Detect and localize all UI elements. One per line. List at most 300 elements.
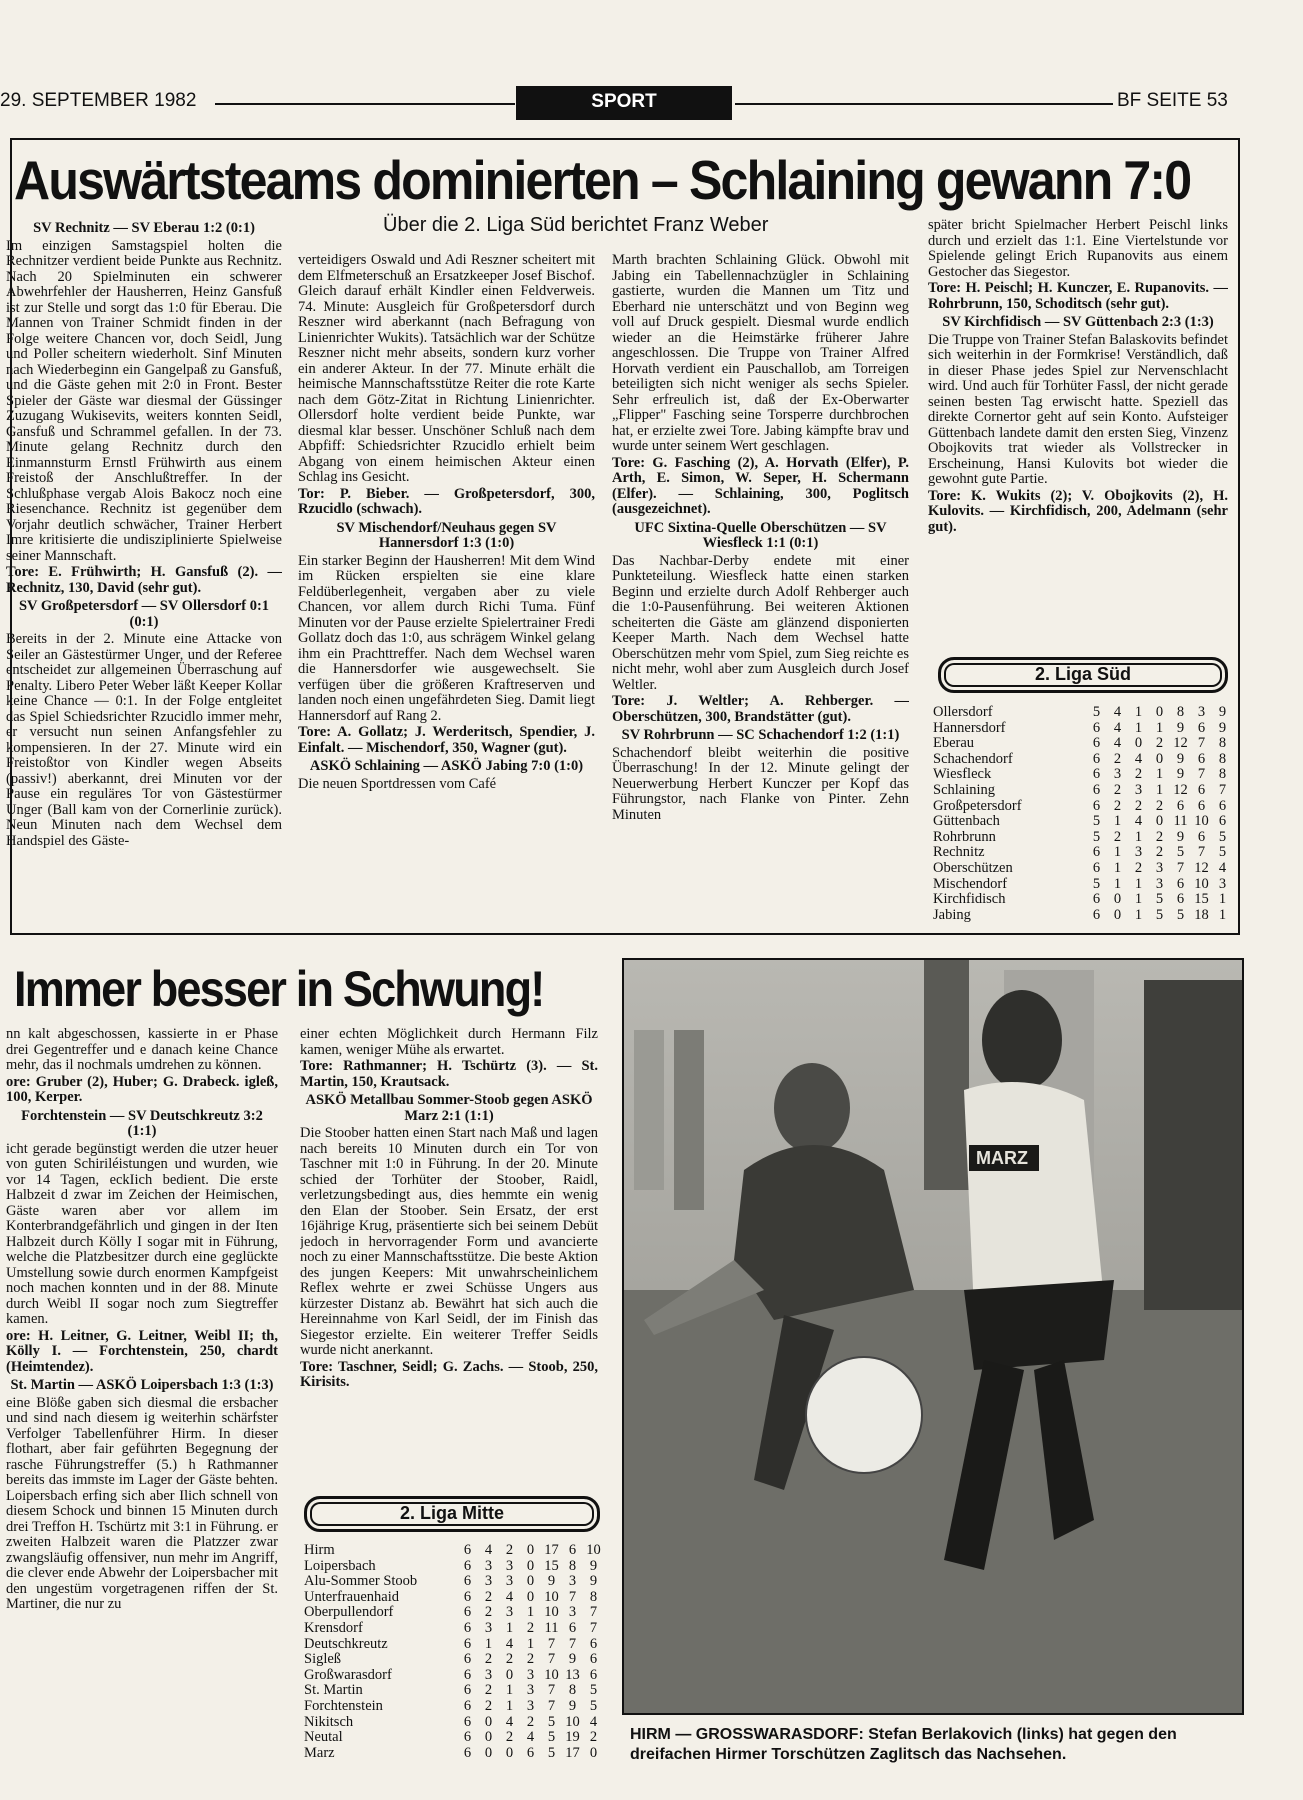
table-value: 6 bbox=[463, 1573, 472, 1590]
table-value: 8 bbox=[1218, 750, 1227, 767]
match-scorers: Tore: E. Frühwirth; H. Gansfuß (2). — Rechnitz, 130, David (sehr gut). bbox=[6, 564, 282, 596]
team-name: Alu-Sommer Stoob bbox=[304, 1573, 418, 1590]
table-value: 9 bbox=[589, 1557, 598, 1574]
table-row bbox=[933, 908, 1233, 924]
team-name: Marz bbox=[304, 1744, 335, 1761]
table-value: 2 bbox=[1155, 797, 1164, 814]
table-value: 1 bbox=[1134, 828, 1143, 845]
table-value: 4 bbox=[505, 1588, 514, 1605]
table-value: 3 bbox=[505, 1604, 514, 1621]
team-name: Forchtenstein bbox=[304, 1697, 383, 1714]
table-row bbox=[933, 721, 1233, 737]
table-value: 2 bbox=[505, 1651, 514, 1668]
article2-column-2 bbox=[300, 1027, 598, 1472]
table-value: 6 bbox=[463, 1713, 472, 1730]
table-value: 0 bbox=[484, 1744, 493, 1761]
table-row bbox=[933, 830, 1233, 846]
table-value: 6 bbox=[463, 1619, 472, 1636]
table-value: 6 bbox=[1176, 797, 1185, 814]
table-value: 3 bbox=[1113, 766, 1122, 783]
table-value: 7 bbox=[1197, 735, 1206, 752]
table-value: 10 bbox=[586, 1542, 601, 1558]
table-value: 1 bbox=[1134, 906, 1143, 923]
table-row bbox=[304, 1668, 604, 1684]
table-value: 9 bbox=[1218, 704, 1227, 720]
team-name: Loipersbach bbox=[304, 1557, 376, 1574]
table-value: 1 bbox=[1134, 719, 1143, 736]
table-value: 5 bbox=[1176, 844, 1185, 861]
table-value: 2 bbox=[1134, 766, 1143, 783]
table-value: 8 bbox=[1218, 735, 1227, 752]
table-row bbox=[933, 752, 1233, 768]
table-value: 4 bbox=[1113, 719, 1122, 736]
table-value: 6 bbox=[1197, 781, 1206, 798]
table-value: 2 bbox=[484, 1604, 493, 1621]
table-value: 6 bbox=[463, 1542, 472, 1558]
table-value: 1 bbox=[1113, 875, 1122, 892]
table-value: 2 bbox=[505, 1542, 514, 1558]
table-sued bbox=[933, 705, 1233, 923]
table-mitte bbox=[304, 1543, 604, 1761]
table-value: 1 bbox=[1113, 813, 1122, 830]
table-value: 2 bbox=[526, 1651, 535, 1668]
table-row bbox=[933, 892, 1233, 908]
match-heading: SV Großpetersdorf — SV Ollersdorf 0:1 (0:1) bbox=[18, 598, 270, 630]
table-value: 11 bbox=[544, 1619, 559, 1636]
table-value: 4 bbox=[505, 1713, 514, 1730]
table-value: 2 bbox=[1113, 797, 1122, 814]
table-value: 5 bbox=[1092, 875, 1101, 892]
table-value: 4 bbox=[1113, 704, 1122, 720]
table-value: 5 bbox=[1155, 906, 1164, 923]
table-value: 3 bbox=[526, 1666, 535, 1683]
article1-headline: Auswärtsteams dominierten – Schlaining gewann 7:0 bbox=[14, 149, 1191, 211]
table-value: 3 bbox=[484, 1557, 493, 1574]
table-value: 6 bbox=[463, 1635, 472, 1652]
table-row bbox=[304, 1605, 604, 1621]
table-value: 6 bbox=[1092, 844, 1101, 861]
team-name: Kirchfidisch bbox=[933, 891, 1006, 908]
table-value: 1 bbox=[1134, 704, 1143, 720]
table-value: 0 bbox=[505, 1666, 514, 1683]
team-name: Jabing bbox=[933, 906, 971, 923]
table-value: 2 bbox=[1155, 844, 1164, 861]
table-value: 2 bbox=[505, 1729, 514, 1746]
table-row bbox=[304, 1699, 604, 1715]
match-heading: UFC Sixtina-Quelle Oberschützen — SV Wiesfleck 1:1 (0:1) bbox=[634, 519, 887, 551]
table-value: 7 bbox=[1218, 781, 1227, 798]
photo-caption: HIRM — GROSSWARASDORF: Stefan Berlakovich (links) hat gegen den dreifachen Hirmer Torschützen Zaglitsch das Nachsehen. bbox=[630, 1726, 1177, 1763]
team-name: Großwarasdorf bbox=[304, 1666, 392, 1683]
table-value: 15 bbox=[544, 1557, 559, 1574]
jersey-text: MARZ bbox=[976, 1148, 1028, 1168]
team-name: Oberschützen bbox=[933, 859, 1013, 876]
table-value: 5 bbox=[1092, 704, 1101, 720]
table-value: 6 bbox=[1092, 797, 1101, 814]
table-value: 4 bbox=[505, 1635, 514, 1652]
table-value: 6 bbox=[1092, 719, 1101, 736]
table-value: 8 bbox=[568, 1682, 577, 1699]
table-value: 1 bbox=[1155, 766, 1164, 783]
table-value: 0 bbox=[505, 1744, 514, 1761]
table-row bbox=[304, 1574, 604, 1590]
table-value: 6 bbox=[568, 1619, 577, 1636]
table-value: 3 bbox=[1197, 704, 1206, 720]
table-value: 3 bbox=[1134, 781, 1143, 798]
table-value: 13 bbox=[565, 1666, 580, 1683]
match-photo bbox=[622, 958, 1244, 1715]
table-value: 5 bbox=[547, 1713, 556, 1730]
table-value: 6 bbox=[463, 1697, 472, 1714]
table-value: 6 bbox=[463, 1729, 472, 1746]
table-value: 15 bbox=[1194, 891, 1209, 908]
team-name: Schachendorf bbox=[933, 750, 1013, 767]
table-value: 5 bbox=[1092, 813, 1101, 830]
team-name: Hannersdorf bbox=[933, 719, 1006, 736]
match-scorers: Tore: K. Wukits (2); V. Obojkovits (2), H. Kulovits. — Kirchfidisch, 200, Adelmann (sehr gut). bbox=[928, 487, 1228, 535]
table-row bbox=[304, 1730, 604, 1746]
table-value: 0 bbox=[526, 1588, 535, 1605]
table-value: 3 bbox=[484, 1573, 493, 1590]
article2-headline: Immer besser in Schwung! bbox=[14, 961, 544, 1017]
team-name: St. Martin bbox=[304, 1682, 363, 1699]
table-value: 19 bbox=[565, 1729, 580, 1746]
table-value: 7 bbox=[547, 1635, 556, 1652]
table-value: 7 bbox=[547, 1682, 556, 1699]
team-name: Wiesfleck bbox=[933, 766, 992, 783]
table-row bbox=[933, 783, 1233, 799]
table-value: 17 bbox=[565, 1744, 580, 1761]
table-value: 6 bbox=[463, 1744, 472, 1761]
table-value: 11 bbox=[1173, 813, 1188, 830]
table-value: 6 bbox=[1197, 719, 1206, 736]
table-value: 6 bbox=[1092, 766, 1101, 783]
table-value: 6 bbox=[1218, 813, 1227, 830]
table-value: 4 bbox=[526, 1729, 535, 1746]
team-name: Güttenbach bbox=[933, 813, 1000, 830]
table-value: 1 bbox=[484, 1635, 493, 1652]
table-value: 0 bbox=[1155, 750, 1164, 767]
table-mitte-title: 2. Liga Mitte bbox=[304, 1496, 600, 1532]
team-name: Neutal bbox=[304, 1729, 343, 1746]
table-value: 10 bbox=[544, 1588, 559, 1605]
table-value: 10 bbox=[1194, 875, 1209, 892]
table-value: 6 bbox=[526, 1744, 535, 1761]
table-value: 5 bbox=[547, 1729, 556, 1746]
table-value: 12 bbox=[1173, 781, 1188, 798]
match-scorers: Tore: H. Peischl; H. Kunczer, E. Rupanovits. — Rohrbrunn, 150, Schoditsch (sehr gut). bbox=[928, 280, 1228, 312]
table-value: 3 bbox=[1134, 844, 1143, 861]
table-value: 6 bbox=[1197, 750, 1206, 767]
table-value: 10 bbox=[565, 1713, 580, 1730]
table-value: 6 bbox=[463, 1588, 472, 1605]
table-value: 3 bbox=[526, 1697, 535, 1714]
table-value: 1 bbox=[526, 1604, 535, 1621]
table-value: 2 bbox=[526, 1619, 535, 1636]
table-value: 6 bbox=[1092, 750, 1101, 767]
table-row bbox=[304, 1590, 604, 1606]
table-value: 7 bbox=[568, 1588, 577, 1605]
table-value: 1 bbox=[505, 1619, 514, 1636]
table-value: 2 bbox=[1134, 859, 1143, 876]
table-value: 10 bbox=[1194, 813, 1209, 830]
table-value: 6 bbox=[589, 1666, 598, 1683]
table-row bbox=[933, 767, 1233, 783]
table-value: 17 bbox=[544, 1542, 559, 1558]
table-row bbox=[304, 1637, 604, 1653]
table-value: 6 bbox=[1218, 797, 1227, 814]
table-value: 3 bbox=[505, 1573, 514, 1590]
match-heading: SV Kirchfidisch — SV Güttenbach 2:3 (1:3) bbox=[942, 314, 1214, 330]
table-value: 9 bbox=[1176, 719, 1185, 736]
table-value: 9 bbox=[547, 1573, 556, 1590]
table-row bbox=[304, 1715, 604, 1731]
table-value: 9 bbox=[568, 1651, 577, 1668]
table-value: 0 bbox=[484, 1713, 493, 1730]
table-row bbox=[304, 1621, 604, 1637]
table-value: 6 bbox=[463, 1666, 472, 1683]
table-value: 1 bbox=[1218, 891, 1227, 908]
table-value: 7 bbox=[547, 1651, 556, 1668]
table-value: 12 bbox=[1194, 859, 1209, 876]
table-value: 6 bbox=[1092, 906, 1101, 923]
table-value: 6 bbox=[1092, 735, 1101, 752]
table-value: 4 bbox=[1218, 859, 1227, 876]
article1-byline: Über die 2. Liga Süd berichtet Franz Weber bbox=[383, 214, 769, 236]
table-value: 1 bbox=[1113, 859, 1122, 876]
match-heading: Forchtenstein — SV Deutschkreutz 3:2 (1:1) bbox=[21, 1107, 263, 1139]
team-name: Ollersdorf bbox=[933, 704, 993, 720]
table-value: 2 bbox=[484, 1697, 493, 1714]
table-row bbox=[933, 877, 1233, 893]
match-scorers: ore: H. Leitner, G. Leitner, Weibl II; th, Kölly I. — Forchtenstein, 250, chardt (Heimtendez). bbox=[6, 1327, 278, 1375]
table-row bbox=[304, 1543, 604, 1559]
table-row bbox=[304, 1652, 604, 1668]
table-value: 1 bbox=[1113, 844, 1122, 861]
match-scorers: Tore: A. Gollatz; J. Werderitsch, Spendier, J. Einfalt. — Mischendorf, 350, Wagner (gut). bbox=[298, 724, 595, 756]
article1-column-4 bbox=[928, 218, 1228, 643]
team-name: Hirm bbox=[304, 1542, 335, 1558]
table-value: 1 bbox=[1134, 891, 1143, 908]
paragraph: Die Truppe von Trainer Stefan Balaskovits befindet sich weiterhin in der Formkrise! Verständlich, daß in dieser Phase jedes Spiel zur Nervenschlacht wird. Und auch für Torhüter Fassl, der nicht gerade seinen besten Tag erwischt hatte. Speziell das direkte Cornertor geht auf sein Konto. Aufsteiger Güttenbach landete damit den ersten Sieg, Vinzenz Obojkovits trat wieder als Vollstrecker in Erscheinung, Hansi Kulovits bot wieder die gewohnt gute Partie. bbox=[928, 331, 1228, 487]
team-name: Sigleß bbox=[304, 1651, 342, 1668]
table-row bbox=[933, 799, 1233, 815]
table-value: 0 bbox=[526, 1557, 535, 1574]
match-heading: SV Rechnitz — SV Eberau 1:2 (0:1) bbox=[33, 220, 255, 236]
paragraph: Ein starker Beginn der Hausherren! Mit dem Wind im Rücken erspielten sie eine klare Feldüberlegenheit, vergaben aber zu viele Chancen, vor allem durch Richi Tuma. Fünf Minuten vor der Pause erzielte Spielertrainer Fredi Gollatz doch das 1:0, aus schrägem Winkel gelang ihm ein Prachttreffer. Nach dem Wechsel waren die Hannersdorfer wie ausgewechselt. Sie verfügen über die größeren Kraftreserven und landen noch einen ungefährdeten Sieg. Damit liegt Hannersdorf auf Rang 2. bbox=[298, 552, 595, 724]
table-value: 0 bbox=[1134, 735, 1143, 752]
page-number: BF SEITE 53 bbox=[1117, 90, 1228, 111]
paragraph: Bereits in der 2. Minute eine Attacke von Seiler an Gästestürmer Unger, und der Referee entscheidet zur allgemeinen Überraschung auf Penalty. Libero Peter Weber läßt Keeper Kollar keine Chance — 0:1. In der Folge entgleitet das Spiel Schiedsrichter Rzucidlo immer mehr, er versucht nun seinen Anfangsfehler zu kompensieren. In der 27. Minute wird ein Freistoßtor von Kindler wegen Abseits (passiv!) aberkannt, drei Minuten vor der Pause ein reguläres Tor von Gästestürmer Unger (Ball kam von der Cornerlinie zurück). Neun Minuten nach dem Wechsel dem Handspiel des Gäste- bbox=[6, 631, 282, 849]
paragraph: Die neuen Sportdressen vom Café bbox=[298, 775, 497, 792]
paragraph: Im einzigen Samstagspiel holten die Rechnitzer verdient beide Punkte aus Rechnitz. Nach 20 Spielminuten ein schwerer Abwehrfehler der Hausherren, Heinz Gansfuß ist zur Stelle und sorgt das 1:0 für Eberau. Die Mannen von Trainer Schmidt finden in der Folge weitere Chancen vor, doch Seidl, Jung und Poller scheitern wiederholt. Sinf Minuten nach Wiederbeginn ein Gangelpaß zu Gansfuß, und die Gäste gehen mit 2:0 in Front. Bester Spieler der Gäste war diesmal der Güssinger Zuzugang Wukisevits, weiters konnten Seidl, Gansfuß und Schrammel gefallen. In der 73. Minute gelang Rechnitz durch den Einmannsturm Ernstl Frühwirth aus einem Freistoß der Anschlußtreffer. In der Schlußphase vergab Alois Bakocz noch eine Riesenchance. Rechnitz ist gegenüber dem Vorjahr deutlich schwächer, Trainer Herbert Imre kritisierte die undisziplinierte Spielweise seiner Mannschaft. bbox=[6, 237, 282, 564]
table-value: 0 bbox=[589, 1744, 598, 1761]
match-scorers: Tore: G. Fasching (2), A. Horvath (Elfer), P. Arth, E. Simon, W. Seper, H. Schermann (Elfer). — Schlaining, 300, Poglitsch (ausgezeichnet). bbox=[612, 454, 909, 517]
table-value: 6 bbox=[1197, 797, 1206, 814]
table-value: 0 bbox=[1113, 906, 1122, 923]
match-heading: SV Rohrbrunn — SC Schachendorf 1:2 (1:1) bbox=[621, 727, 900, 743]
header-rule-left bbox=[215, 103, 515, 105]
table-value: 7 bbox=[589, 1619, 598, 1636]
paragraph: später bricht Spielmacher Herbert Peischl links durch und erzielt das 1:1. Eine Viertelstunde vor Spielende gelingt Erich Rupanovits aus einem Gestocher das Siegestor. bbox=[928, 218, 1228, 280]
team-name: Oberpullendorf bbox=[304, 1604, 394, 1621]
article1-column-1 bbox=[6, 218, 282, 930]
article1-column-3 bbox=[612, 253, 909, 930]
table-value: 5 bbox=[589, 1682, 598, 1699]
table-value: 6 bbox=[589, 1651, 598, 1668]
table-row bbox=[304, 1559, 604, 1575]
table-value: 6 bbox=[1092, 781, 1101, 798]
match-heading: SV Mischendorf/Neuhaus gegen SV Hannersdorf 1:3 (1:0) bbox=[336, 519, 557, 551]
table-value: 0 bbox=[484, 1729, 493, 1746]
table-row bbox=[304, 1746, 604, 1762]
table-value: 6 bbox=[1092, 891, 1101, 908]
table-value: 1 bbox=[505, 1697, 514, 1714]
table-value: 5 bbox=[589, 1697, 598, 1714]
table-value: 8 bbox=[1218, 766, 1227, 783]
match-scorers: Tore: J. Weltler; A. Rehberger. — Oberschützen, 300, Brandstätter (gut). bbox=[612, 693, 909, 725]
team-name: Deutschkreutz bbox=[304, 1635, 388, 1652]
table-value: 1 bbox=[526, 1635, 535, 1652]
table-value: 4 bbox=[589, 1713, 598, 1730]
table-value: 9 bbox=[568, 1697, 577, 1714]
team-name: Rechnitz bbox=[933, 844, 985, 861]
team-name: Rohrbrunn bbox=[933, 828, 996, 845]
match-scorers: Tore: Rathmanner; H. Tschürtz (3). — St. Martin, 150, Krautsack. bbox=[300, 1058, 598, 1090]
table-row bbox=[933, 814, 1233, 830]
table-value: 1 bbox=[1218, 906, 1227, 923]
team-name: Mischendorf bbox=[933, 875, 1008, 892]
table-value: 6 bbox=[463, 1604, 472, 1621]
table-value: 2 bbox=[589, 1729, 598, 1746]
table-value: 3 bbox=[1155, 859, 1164, 876]
table-value: 6 bbox=[1092, 859, 1101, 876]
paragraph: eine Blöße gaben sich diesmal die ersbacher und sind nach diesem ig weiterhin schärfster Verfolger Tabellenführer Hirm. In dieser flothart, aber fair geführten Begegnung der rasche Führungstreffer (5.) h Rathmanner bereits das immste im Lager der Gäste behten. Loipersbach erfing sich aber Ilich schnell von diesem Schock und binnen 15 Minuten durch drei Treffon H. Tschürtz mit 3:1 in Führung. er zweiten Halbzeit waren die Platzzer zwar zwangsläufig offensiver, nun mehr im Angriff, die clever ende Abwehr der Loipersbacher mit den ungestüm vorgetragenen riffen der St. Martiner, die nur zu bbox=[6, 1394, 278, 1612]
table-value: 6 bbox=[463, 1682, 472, 1699]
table-value: 2 bbox=[1113, 828, 1122, 845]
table-row bbox=[933, 845, 1233, 861]
table-value: 10 bbox=[544, 1604, 559, 1621]
table-value: 2 bbox=[484, 1588, 493, 1605]
paragraph: Die Stoober hatten einen Start nach Maß und lagen nach bereits 10 Minuten durch ein Tor von Taschner mit 1:0 in Führung. In der 20. Minute schied der Torhüter der Stoober, Raidl, verletzungsbedingt aus, dies hemmte ein wenig den Elan der Stoober. Sein Ersatz, der erst 16jährige Krug, präsentierte sich bei seinem Debüt jedoch in hervorragender Form und avancierte noch zu einer Mannschaftsstütze. Die beste Aktion des jungen Keepers: Mit unwahrscheinlichem Reflex wehrte er zwei Schüsse Ungers aus kürzester Distanz ab. Bewährt hat sich auch die Hereinnahme von Karl Seidl, der im Finish das Siegestor erzielte. Ein weiterer Treffer Seidls wurde nicht anerkannt. bbox=[300, 1125, 598, 1358]
match-heading: ASKÖ Metallbau Sommer-Stoob gegen ASKÖ Marz 2:1 (1:1) bbox=[305, 1092, 593, 1124]
table-value: 8 bbox=[568, 1557, 577, 1574]
table-value: 2 bbox=[1155, 735, 1164, 752]
table-value: 3 bbox=[505, 1557, 514, 1574]
paragraph: Marth brachten Schlaining Glück. Obwohl mit Jabing ein Tabellennachzügler in Schlaining gastierte, wurden die Mannen um Titz und Eberhard nie unterschätzt und von Beginn weg voll auf Druck gespielt. Diesmal wurde endlich wieder an die Heimstärke früherer Jahre angeschlossen. Die Truppe von Trainer Alfred Horvath verdient ein Pauschallob, am Torreigen beteiligten sich nicht weniger als sechs Spieler. Sehr erfreulich ist, daß der Ex-Oberwarter „Flipper" Fasching seine Torsperre durchbrochen hat, er erzielte zwei Tore. Jabing kämpfte brav und wurde unter seinem Wert geschlagen. bbox=[612, 253, 909, 454]
paragraph: icht gerade begünstigt werden die utzer heuer von guten Schiriléistungen und wurden, wie vor 14 Tagen, eckIich bedient. Die erste Halbzeit d zwar im Zeichen der Heimischen, Gäste waren aber vor allem im Konterbrandgefährlich und gingen in der Iten Halbzeit durch Kölly I sogar mit in Führung, welche die Platzbesitzer durch eine geglückte Umstellung sowie durch enormen Kampfgeist noch machen konnten und in der 88. Minute durch Weibl II sogar noch zum Siegtreffer kamen. bbox=[6, 1140, 278, 1327]
table-value: 3 bbox=[568, 1573, 577, 1590]
table-value: 1 bbox=[505, 1682, 514, 1699]
table-value: 2 bbox=[1113, 750, 1122, 767]
paragraph: verteidigers Oswald und Adi Reszner scheitert mit dem Elfmeterschuß an Ersatzkeeper Josef Bischof. Gleich darauf erhält Kindler einen Feldverweis. 74. Minute: Ausgleich für Großpetersdorf durch Reszner wird aberkannt (nach Befragung von Linienrichter Wukits). Tatsächlich war der Schütze Reszner nicht mehr abseits, sondern kurz vorher ein anderer Akteur. In der 77. Minute erhält die heimische Mannschaftsstütze Reiter die rote Karte nach dem Götz-Zitat in Richtung Linienrichter. Ollersdorf holte verdient beide Punkte, war diesmal klar besser. Unschöner Schluß nach dem Abpfiff: Schiedsrichter Rzucidlo erhielt beim Abgang von einem heimischen Akteur einen Schlag ins Gesicht. bbox=[298, 253, 595, 485]
table-value: 6 bbox=[1176, 875, 1185, 892]
team-name: Großpetersdorf bbox=[933, 797, 1022, 814]
team-name: Unterfrauenhaid bbox=[304, 1588, 400, 1605]
table-value: 3 bbox=[1218, 875, 1227, 892]
table-value: 18 bbox=[1194, 906, 1209, 923]
match-scorers: Tore: Taschner, Seidl; G. Zachs. — Stoob, 250, Kirisits. bbox=[300, 1358, 598, 1390]
team-name: Nikitsch bbox=[304, 1713, 354, 1730]
table-value: 9 bbox=[589, 1573, 598, 1590]
table-value: 3 bbox=[484, 1619, 493, 1636]
table-value: 0 bbox=[526, 1573, 535, 1590]
table-sued-title: 2. Liga Süd bbox=[938, 657, 1228, 693]
table-value: 3 bbox=[526, 1682, 535, 1699]
table-row bbox=[933, 705, 1233, 721]
table-value: 8 bbox=[589, 1588, 598, 1605]
table-value: 10 bbox=[544, 1666, 559, 1683]
table-value: 2 bbox=[1134, 797, 1143, 814]
table-value: 5 bbox=[1218, 828, 1227, 845]
table-value: 8 bbox=[1176, 704, 1185, 720]
table-value: 7 bbox=[1197, 766, 1206, 783]
table-value: 2 bbox=[526, 1713, 535, 1730]
article1-column-2 bbox=[298, 253, 595, 930]
article2-column-1 bbox=[6, 1027, 278, 1793]
team-name: Eberau bbox=[933, 735, 975, 752]
table-value: 7 bbox=[568, 1635, 577, 1652]
table-value: 4 bbox=[1113, 735, 1122, 752]
paragraph: nn kalt abgeschossen, kassierte in er Phase drei Gegentreffer und e danach keine Chance mehr, das il nochmals umdrehen zu können. bbox=[6, 1027, 278, 1073]
table-value: 4 bbox=[1134, 750, 1143, 767]
table-row bbox=[304, 1683, 604, 1699]
match-photo-illustration bbox=[624, 960, 1244, 1715]
match-scorers: Tor: P. Bieber. — Großpetersdorf, 300, Rzucidlo (schwach). bbox=[298, 485, 595, 517]
match-scorers: ore: Gruber (2), Huber; G. Drabeck. igleß, 100, Kerper. bbox=[6, 1073, 278, 1105]
table-value: 7 bbox=[589, 1604, 598, 1621]
table-row bbox=[933, 861, 1233, 877]
table-value: 6 bbox=[1176, 891, 1185, 908]
issue-date: 29. SEPTEMBER 1982 bbox=[0, 90, 197, 111]
table-value: 5 bbox=[1176, 906, 1185, 923]
table-value: 2 bbox=[1113, 781, 1122, 798]
table-value: 0 bbox=[1113, 891, 1122, 908]
table-value: 2 bbox=[1155, 828, 1164, 845]
team-name: Schlaining bbox=[933, 781, 996, 798]
table-value: 7 bbox=[1176, 859, 1185, 876]
team-name: Krensdorf bbox=[304, 1619, 363, 1636]
table-value: 6 bbox=[1197, 828, 1206, 845]
table-value: 3 bbox=[484, 1666, 493, 1683]
paragraph: einer echten Möglichkeit durch Hermann Filz kamen, weniger Mühe als erwartet. bbox=[300, 1027, 598, 1058]
table-value: 9 bbox=[1176, 766, 1185, 783]
table-value: 1 bbox=[1134, 875, 1143, 892]
table-value: 0 bbox=[1155, 704, 1164, 720]
table-value: 9 bbox=[1218, 719, 1227, 736]
match-heading: ASKÖ Schlaining — ASKÖ Jabing 7:0 (1:0) bbox=[309, 758, 584, 774]
table-value: 5 bbox=[1218, 844, 1227, 861]
table-value: 9 bbox=[1176, 828, 1185, 845]
paragraph: Schachendorf bleibt weiterhin die positive Überraschung! In der 12. Minute gelingt der Neuerwerbung Herbert Kunczer per Kopf das Führungstor, nach Flanke von Pinter. Zehn Minuten bbox=[612, 744, 909, 823]
table-value: 5 bbox=[1155, 891, 1164, 908]
paragraph: Das Nachbar-Derby endete mit einer Punkteteilung. Wiesfleck hatte einen starken Beginn und erzielte durch Adolf Rehberger auch die 1:0-Pausenführung. Bei weiteren Aktionen scheiterten die Gäste am glänzend disponierten Keeper Marth. Nach dem Wechsel hatte Oberschützen mehr vom Spiel, zum Sieg reichte es nicht mehr, wohl aber zum Ausgleich durch Josef Weltler. bbox=[612, 552, 909, 693]
table-value: 1 bbox=[1155, 719, 1164, 736]
table-value: 6 bbox=[463, 1557, 472, 1574]
table-value: 3 bbox=[568, 1604, 577, 1621]
table-value: 5 bbox=[1092, 828, 1101, 845]
table-value: 7 bbox=[547, 1697, 556, 1714]
table-value: 0 bbox=[1155, 813, 1164, 830]
table-value: 6 bbox=[568, 1542, 577, 1558]
table-value: 6 bbox=[463, 1651, 472, 1668]
table-value: 2 bbox=[484, 1682, 493, 1699]
table-value: 0 bbox=[526, 1542, 535, 1558]
table-row bbox=[933, 736, 1233, 752]
table-value: 4 bbox=[484, 1542, 493, 1558]
table-value: 2 bbox=[484, 1651, 493, 1668]
table-value: 5 bbox=[547, 1744, 556, 1761]
